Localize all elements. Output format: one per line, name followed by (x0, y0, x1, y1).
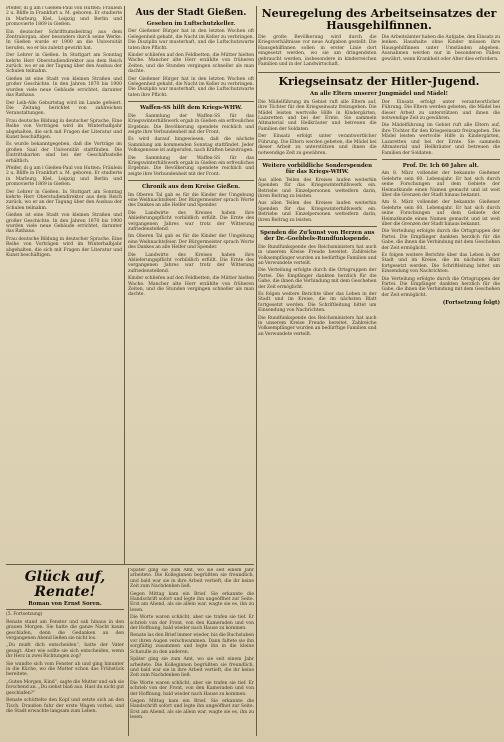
article-paragraph: Im Oberen Tal gab es für die Kinder der Umgebung eine Weihnachtsfeier. Der Bürgermeister sprach Worte des Dankes an alle Helfer und Spender. (128, 234, 254, 251)
column-main-articles (258, 6, 500, 736)
article-divider (128, 180, 254, 181)
article-paragraph: Am 8. März vollendet der bekannte Gießener Gelehrte sein 60. Lebensjahr. Er hat sich durch seine Forschungen auf dem Gebiete der Heimatkunde einen Namen gemacht und ist weit über die Grenzen der Stadt hinaus bekannt. (381, 171, 500, 198)
article-subheading: Gesehen im Luftschutzkeller. (146, 21, 236, 27)
article-divider (258, 159, 377, 160)
novel-paragraph: Sie wandte sich vom Fenster ab und ging hinunter in die Küche, wo die Mutter schon das Frühstück bereitete. (6, 661, 124, 678)
article-paragraph: Es folgen weitere Berichte über das Leben in der Stadt und im Kreise, die im nächsten Blatt fortgesetzt werden. Die Schriftleitung bittet um Einsendung von Nachrichten. (258, 292, 377, 314)
article-paragraph: Der Lehrer in Gießen. In Stuttgart am Sonntag kehrte Herr Oberstudiendirektor aus dem Reich zurück, wo er an der Tagung über den Ausbau der Schulen teilnahm. (6, 53, 122, 75)
article-subcolumn (382, 100, 501, 339)
article-paragraph: Es wird darauf hingewiesen, daß die nächste Sammlung am kommenden Sonntag stattfindet. Jeder Volksgenosse ist aufgerufen, nach Kräften beizutragen. (128, 137, 254, 154)
article-subcolumn (382, 35, 501, 69)
article-paragraph: Die Sammlung der Waffen-SS für das Kriegswinterhilfswerk ergab in Gießen ein erfreuliches Ergebnis. Die Bevölkerung spendete reichlich und zeigte ihre Verbundenheit mit der Front. (128, 113, 254, 135)
article-subcolumn (258, 35, 377, 69)
article-paragraph: Der Einsatz erfolgt unter verantwortlicher Führung. Die Eltern werden gebeten, die Mädel bei dieser Arbeit zu unterstützen und ihnen die notwendige Zeit zu gewähren. (258, 134, 377, 156)
article-paragraph: Kinder schliefen auf den Feldbetten, die Mütter hielten Wache. Mancher alte Herr erzählte von früheren Zeiten, und die Stunden vergingen schneller als man dachte. (128, 53, 254, 75)
article-subheading: Weitere vorbildliche Sonderspenden für das Kriegs-WHW. (262, 162, 373, 176)
novel-paragraph: Gegen Mittag kam ein Brief. Sie erkannte die Handschrift sofort und legte ihn ungeöffnet zur Seite. Erst am Abend, als sie allein war, wagte sie es, ihn zu lesen. (130, 591, 254, 613)
article-subcolumn (258, 100, 377, 339)
article-paragraph: Der Leib-Alle Geburtstag wird im Lande gefeiert. Die Zeitung berichtet von zahlreichen Veranstaltungen. (6, 100, 122, 117)
article-paragraph: Die Verteilung erfolgte durch die Ortsgruppen der Partei. Die Empfänger dankten herzlich für die Gabe, die ihnen die Verbindung mit dem Geschehen der Zeit ermöglicht. (258, 268, 377, 290)
novel-paragraph: Gegen Mittag kam ein Brief. Sie erkannte die Handschrift sofort und legte ihn ungeöffnet zur Seite. Erst am Abend, als sie allein war, wagte sie es, ihn zu lesen. (130, 698, 254, 721)
novel-paragraph: Die Worte waren schlicht, aber sie trafen sie tief. Er schrieb von der Front, von den Kameraden und von der Hoffnung, bald wieder nach Hause zu kommen. (130, 615, 254, 632)
novel-column (6, 568, 124, 736)
article-paragraph: Die Landwirte des Kreises haben ihre Ablieferungspflicht vorbildlich erfüllt. Die Ernte des vergangenen Jahres war trotz der Witterung zufriedenstellend. (128, 252, 254, 274)
article-paragraph: Die Sammlung der Waffen-SS für das Kriegswinterhilfswerk ergab in Gießen ein erfreuliches Ergebnis. Die Bevölkerung spendete reichlich und zeigte ihre Verbundenheit mit der Front. (128, 155, 254, 177)
article-paragraph: Am 8. März vollendet der bekannte Gießener Gelehrte sein 60. Lebensjahr. Er hat sich durch seine Forschungen auf dem Gebiete der Heimatkunde einen Namen gemacht und ist weit über die Grenzen der Stadt hinaus bekannt. (381, 200, 500, 227)
article-paragraph: Die Verteilung erfolgte durch die Ortsgruppen der Partei. Die Empfänger dankten herzlich für die Gabe, die ihnen die Verbindung mit dem Geschehen der Zeit ermöglicht. (381, 229, 500, 251)
article-paragraph: Die große Bevölkerung wird durch die Kriegsverhältnisse vor neue Aufgaben gestellt. Die Hausgehilfinnen sollen in erster Linie dort eingesetzt werden, wo sie am dringendsten gebraucht werden, insbesondere in kinderreichen Familien und in der Landwirtschaft. (258, 35, 377, 68)
article-divider (258, 226, 377, 227)
column-local-news (6, 6, 122, 564)
section-heading: Aus der Stadt Gießen. (135, 8, 247, 18)
section-rule (6, 564, 254, 565)
article-paragraph: Pfeifer, di g am l Gießen-Paul von Hutten: Fräulein 2 u. Bliffe in Frankfurt a. M. geboren. Er studierte in Marburg, Kiel, Leipzig und Berlin und promovierte 1869 in Gießen. (6, 6, 122, 28)
article-subheading: An alle Eltern unserer Jungmädel und Mädel! (310, 91, 448, 98)
article-divider (128, 101, 254, 102)
novel-title: Glück auf, Renate! (24, 569, 106, 600)
novel-paragraph: Renate las den Brief immer wieder, bis die Buchstaben vor ihren Augen verschwammen. Dann faltete sie ihn sorgfältig zusammen und legte ihn in die kleine Schatulle zu den anderen. (130, 633, 254, 655)
article-paragraph: Die Landwirte des Kreises haben ihre Ablieferungspflicht vorbildlich erfüllt. Die Ernte des vergangenen Jahres war trotz der Witterung zufriedenstellend. (128, 210, 254, 232)
novel-paragraph: „Guten Morgen, Kind“, sagte die Mutter und sah sie forschend an. „Du siehst blaß aus. Hast du nicht gut geschlafen?“ (6, 679, 124, 696)
article-paragraph: Der Lehrer in Gießen. In Stuttgart am Sonntag kehrte Herr Oberstudiendirektor aus dem Reich zurück, wo er an der Tagung über den Ausbau der Schulen teilnahm. (6, 189, 122, 211)
article-subheading: Waffen-SS hilft dem Kriegs-WHW. (139, 105, 243, 112)
column-rule (124, 6, 125, 564)
novel-installment: (5. Fortsetzung) (6, 612, 43, 618)
article-paragraph: Aus allen Teilen des Kreises laufen weiterhin Spenden für das Kriegswinterhilfswerk ein. Betriebe und Einzelpersonen wetteifern darin, ihren Beitrag zu leisten. (258, 201, 377, 223)
article-subheading: Spenden die Zu'kunst von Herzen aus der Dr.-Goebbels-Rundfunkspende. (260, 229, 375, 243)
novel-paragraph: Renate stand am Fenster und sah hinaus in den grauen Morgen. Sie hatte die ganze Nacht kaum geschlafen, denn die Gedanken an den vergangenen Abend ließen sie nicht los. (6, 619, 124, 642)
article-paragraph: Es wurde bekanntgegeben, daß die Vorträge im großen Saal der Universität stattfinden. Die Eintrittskarten sind bei der Geschäftsstelle erhältlich. (6, 142, 122, 164)
novel-paragraph: „Du mußt dich entscheiden“, hatte der Vater gesagt. Aber wie sollte sie sich entscheiden, wenn ihr Herz in zwei Richtungen zog? (6, 643, 124, 660)
article-paragraph: Frau deutsche Bildung in deutscher Sprache. Eine Reihe von Vorträgen wird im Winterhalbjahr abgehalten, die sich mit Fragen der Literatur und Kunst beschäftigen. (6, 236, 122, 259)
article-divider (6, 609, 124, 610)
article-paragraph: Kinder schliefen auf den Feldbetten, die Mütter hielten Wache. Mancher alte Herr erzählte von früheren Zeiten, und die Stunden vergingen schneller als man dachte. (128, 276, 254, 298)
novel-paragraph: Später ging sie zum Amt, wo sie seit einem Jahr arbeitete. Die Kolleginnen begrüßten sie freundlich, und bald war sie in ihre Arbeit vertieft, die ihr keine Zeit zum Nachdenken ließ. (130, 568, 254, 590)
column-city-news (128, 6, 254, 564)
continuation-note: (Fortsetzung folgt) (442, 300, 500, 307)
article-paragraph: Frau deutsche Bildung in deutscher Sprache. Eine Reihe von Vorträgen wird im Winterhalbjahr abgehalten, die sich mit Fragen der Literatur und Kunst beschäftigen. (6, 118, 122, 140)
article-divider (258, 72, 500, 73)
novel-byline: Roman von Ernst Soren. (28, 601, 102, 607)
article-paragraph: Der Gießener Bürger hat in den letzten Wochen oft Gelegenheit gehabt, die Nacht im Keller zu verbringen. Die Disziplin war musterhaft, und die Luftschutzwarte taten ihre Pflicht. (128, 29, 254, 51)
article-paragraph: Im Oberen Tal gab es für die Kinder der Umgebung eine Weihnachtsfeier. Der Bürgermeister sprach Worte des Dankes an alle Helfer und Spender. (128, 192, 254, 209)
article-paragraph: Die Rundfunkspende des Reichsministers hat auch in unserem Kreise Freude bereitet. Zahlreiche Volksempfänger wurden an bedürftige Familien und an Verwundete verteilt. (258, 315, 377, 337)
article-paragraph: Die Arbeitsämter haben die Aufgabe, den Einsatz zu lenken. Haushalte ohne Kinder müssen ihre Hausgehilfinnen unter Umständen abgeben. Ausnahmen werden nur in besonderen Fällen gewährt, wenn Krankheit oder Alter dies erfordern. (381, 35, 500, 62)
headline: Kriegseinsatz der Hitler-Jugend. (278, 75, 480, 89)
article-paragraph: Die Rundfunkspende des Reichsministers hat auch in unserem Kreise Freude bereitet. Zahlreiche Volksempfänger wurden an bedürftige Familien und an Verwundete verteilt. (258, 244, 377, 266)
column-rule (256, 6, 257, 736)
novel-paragraph: Später ging sie zum Amt, wo sie seit einem Jahr arbeitete. Die Kolleginnen begrüßten sie freundlich, und bald war sie in ihre Arbeit vertieft, die ihr keine Zeit zum Nachdenken ließ. (130, 657, 254, 679)
article-paragraph: Aus allen Teilen des Kreises laufen weiterhin Spenden für das Kriegswinterhilfswerk ein. Betriebe und Einzelpersonen wetteifern darin, ihren Beitrag zu leisten. (258, 177, 377, 199)
novel-column (130, 568, 254, 736)
article-paragraph: Gießen ist eine Stadt von kleinen Straßen und großer Geschichte. In den Jahren 1870 bis 1900 wurden viele neue Gebäude errichtet, darunter das Rathaus. (6, 76, 122, 99)
article-paragraph: Gießen ist eine Stadt von kleinen Straßen und großer Geschichte. In den Jahren 1870 bis 1900 wurden viele neue Gebäude errichtet, darunter das Rathaus. (6, 213, 122, 235)
article-paragraph: Pfeifer, di g am l Gießen-Paul von Hutten: Fräulein 2 u. Bliffe in Frankfurt a. M. geboren. Er studierte in Marburg, Kiel, Leipzig und Berlin und promovierte 1869 in Gießen. (6, 165, 122, 188)
article-paragraph: Ein deutscher Schrifttumsbeitrag aus dem Zentralorgan, aber besonders durch seine Werke. In Gießen wurde er 1900 an die Universität berufen, wo er bis zuletzt gewirkt hat. (6, 29, 122, 51)
article-subheading: Chronik aus dem Kreise Gießen. (141, 184, 241, 191)
article-paragraph: Der Gießener Bürger hat in den letzten Wochen oft Gelegenheit gehabt, die Nacht im Keller zu verbringen. Die Disziplin war musterhaft, und die Luftschutzwarte taten ihre Pflicht. (128, 76, 254, 98)
main-headline: Neuregelung des Arbeitseinsatzes der Hausgehilfinnen. (261, 7, 497, 32)
article-paragraph: Die Verteilung erfolgte durch die Ortsgruppen der Partei. Die Empfänger dankten herzlich für die Gabe, die ihnen die Verbindung mit dem Geschehen der Zeit ermöglicht. (381, 276, 500, 298)
novel-paragraph: Die Worte waren schlicht, aber sie trafen sie tief. Er schrieb von der Front, von den Kameraden und von der Hoffnung, bald wieder nach Hause zu kommen. (130, 680, 254, 697)
article-paragraph: Die Mädelführung im Gebiet ruft alle Eltern auf, ihre Töchter für den Kriegseinsatz freizugeben. Die Mädel leisten wertvolle Hilfe in Kindergärten, Lazaretten und bei der Ernte. Sie sammeln Altmaterial und Heilkräuter und betreuen die Familien der Soldaten. (258, 99, 377, 132)
article-subheading: Prof. Dr. Ich 60 Jahre alt. (402, 162, 479, 169)
article-paragraph: Der Einsatz erfolgt unter verantwortlicher Führung. Die Eltern werden gebeten, die Mädel bei dieser Arbeit zu unterstützen und ihnen die notwendige Zeit zu gewähren. (381, 99, 500, 122)
article-paragraph: Es folgen weitere Berichte über das Leben in der Stadt und im Kreise, die im nächsten Blatt fortgesetzt werden. Die Schriftleitung bittet um Einsendung von Nachrichten. (381, 253, 500, 275)
article-paragraph: Die Mädelführung im Gebiet ruft alle Eltern auf, ihre Töchter für den Kriegseinsatz freizugeben. Die Mädel leisten wertvolle Hilfe in Kindergärten, Lazaretten und bei der Ernte. Sie sammeln Altmaterial und Heilkräuter und betreuen die Familien der Soldaten. (381, 123, 500, 156)
novel-paragraph: Renate schüttelte den Kopf und setzte sich an den Tisch. Draußen fuhr der erste Wagen vorbei, und die Stadt erwachte langsam zum Leben. (6, 698, 124, 714)
novel-section (6, 568, 254, 736)
article-divider (382, 159, 501, 160)
